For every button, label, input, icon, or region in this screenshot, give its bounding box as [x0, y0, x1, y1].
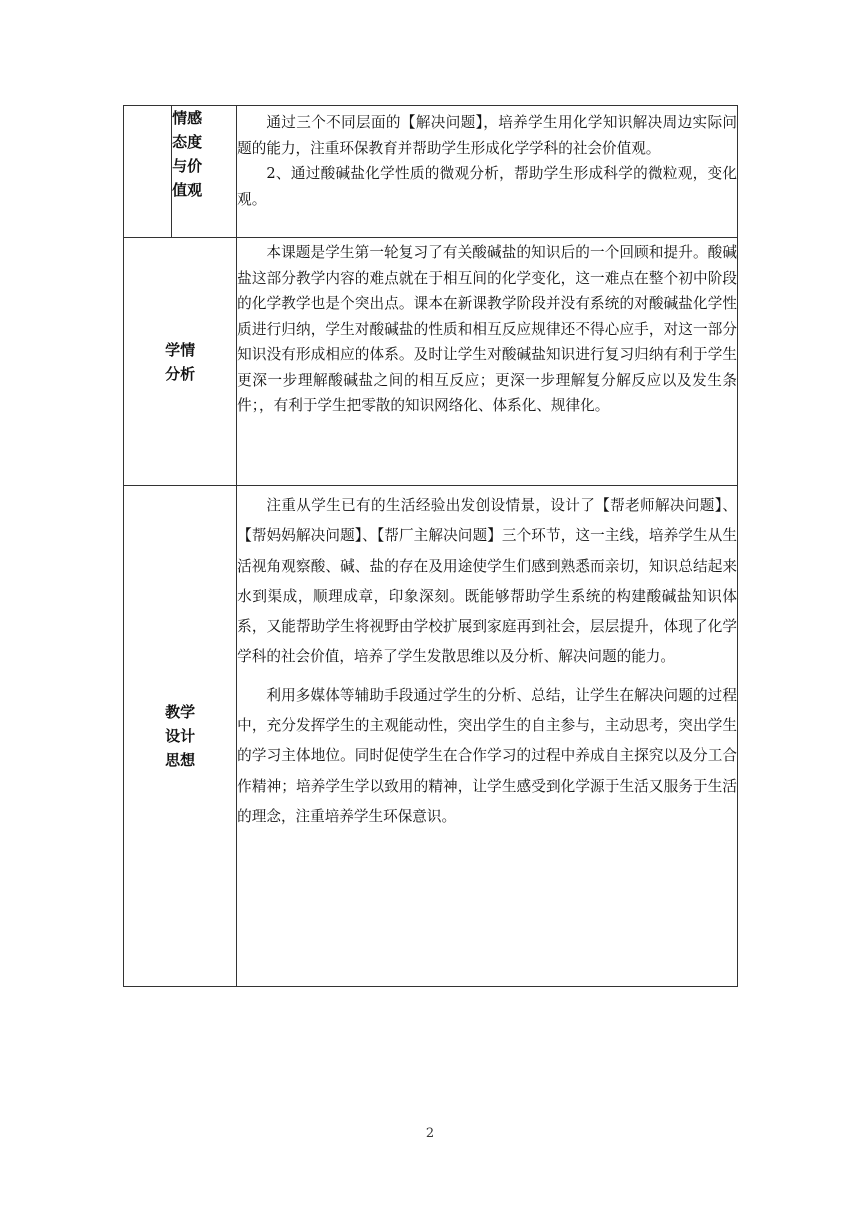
cell-student-analysis: [237, 238, 738, 486]
cell-emotion-attitude-values: [237, 106, 738, 238]
paragraph: 2、通过酸碱盐化学性质的微观分析，帮助学生形成科学的微粒观，变化观。: [237, 165, 737, 208]
label-teaching-design: 教学 设计 思想: [124, 486, 237, 987]
cell-teaching-design: [237, 486, 738, 987]
table-row: [124, 238, 738, 486]
paragraph: 注重从学生已有的生活经验出发创设情景，设计了【帮老师解决问题】、【帮妈妈解决问题】、【帮厂主解决问题】三个环节，这一主线，培养学生从生活视角观察酸、碱、盐的存在及用途使学生们感到熟悉而亲切，知识总结起来水到渠成，顺理成章，印象深刻。既能够帮助学生系统的构建酸碱盐知识体系，又能帮助学生将视野由学校扩展到家庭再到社会，层层提升，体现了化学学科的社会价值，培养了学生发散思维以及分析、解决问题的能力。: [237, 497, 737, 666]
sub-label-emotion-attitude-values: 情感 态度 与价 值观: [172, 106, 237, 238]
page-number: 2: [425, 1126, 435, 1141]
paragraph: 通过三个不同层面的【解决问题】，培养学生用化学知识解决周边实际问题的能力，注重环保教育并帮助学生形成化学学科的社会价值观。: [237, 114, 737, 157]
table-row: [124, 106, 738, 238]
paragraph: 本课题是学生第一轮复习了有关酸碱盐的知识后的一个回顾和提升。酸碱盐这部分教学内容的难点就在于相互间的化学变化，这一难点在整个初中阶段的化学教学也是个突出点。课本在新课教学阶段并没有系统的对酸碱盐化学性质进行归纳，学生对酸碱盐的性质和相互反应规律还不得心应手，对这一部分知识没有形成相应的体系。及时让学生对酸碱盐知识进行复习归纳有利于学生更深一步理解酸碱盐之间的相互反应；更深一步理解复分解反应以及发生条件；，有利于学生把零散的知识网络化、体系化、规律化。: [237, 244, 737, 414]
lesson-plan-table: [123, 105, 738, 987]
empty-cell: [124, 106, 172, 238]
label-student-analysis: 学情 分析: [124, 238, 237, 486]
paragraph: 利用多媒体等辅助手段通过学生的分析、总结，让学生在解决问题的过程中，充分发挥学生的主观能动性，突出学生的自主参与，主动思考，突出学生的学习主体地位。同时促使学生在合作学习的过程中养成自主探究以及分工合作精神；培养学生学以致用的精神，让学生感受到化学源于生活又服务于生活的理念，注重培养学生环保意识。: [237, 686, 737, 825]
table-row: [124, 486, 738, 987]
